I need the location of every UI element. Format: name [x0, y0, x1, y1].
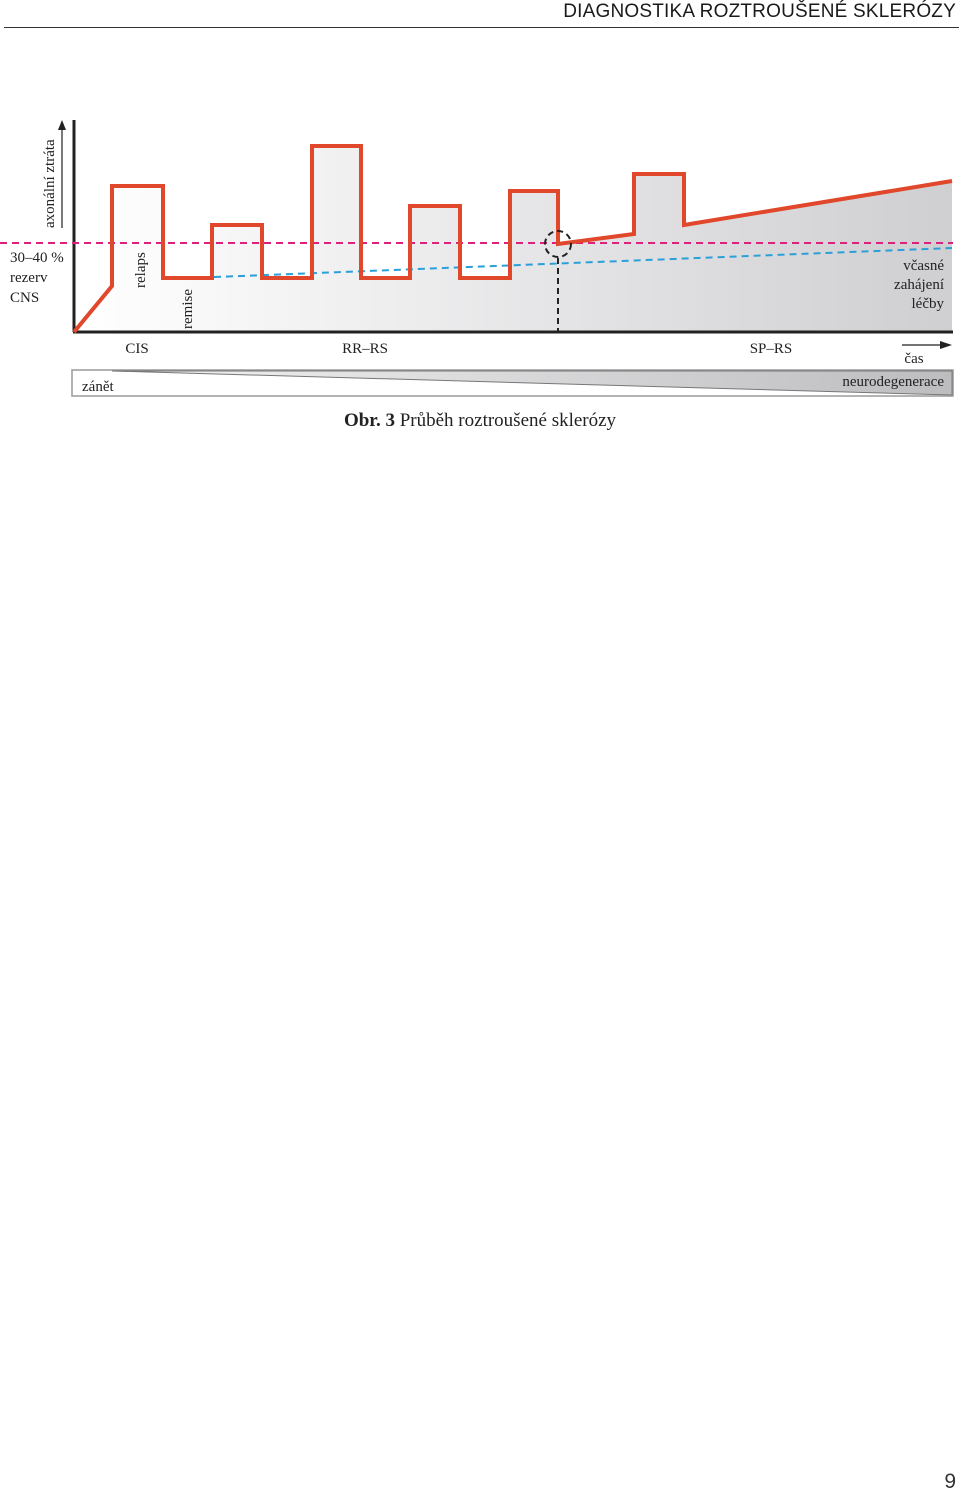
figure-caption-text: Průběh roztroušené sklerózy [399, 410, 617, 431]
y-axis-label: axonální ztráta [42, 139, 58, 228]
header-rule [4, 27, 959, 28]
early-treatment-label-line-1: včasné [903, 258, 944, 274]
disability-shaded-area [74, 146, 952, 332]
phase-label-sp-rs: SP–RS [749, 341, 793, 357]
remission-label: remise [180, 289, 196, 329]
page-header [0, 0, 960, 30]
phase-label-cis: CIS [125, 341, 149, 357]
phase-label-rr-rs: RR–RS [342, 341, 388, 357]
ms-course-diagram [0, 110, 960, 410]
arrow-up-icon [58, 120, 66, 130]
ms-course-figure [0, 110, 960, 410]
figure-number: Obr. 3 [343, 410, 395, 431]
figure-caption [0, 410, 960, 432]
cns-reserve-label-line-1: 30–40 % [10, 250, 64, 266]
neurodegeneration-label: neurodegenerace [842, 374, 944, 390]
page-number: 9 [944, 1470, 956, 1493]
inflammation-label: zánět [82, 379, 114, 395]
arrow-right-icon [940, 341, 952, 349]
cns-reserve-label-line-2: rezerv [10, 270, 48, 286]
relapse-label: relaps [133, 252, 149, 288]
early-treatment-label-line-3: léčby [911, 296, 944, 312]
running-head-title: DIAGNOSTIKA ROZTROUŠENÉ SKLERÓZY [563, 1, 956, 22]
cns-reserve-label-line-3: CNS [10, 290, 40, 306]
time-label: čas [904, 351, 924, 367]
early-treatment-label-line-2: zahájení [894, 277, 944, 293]
